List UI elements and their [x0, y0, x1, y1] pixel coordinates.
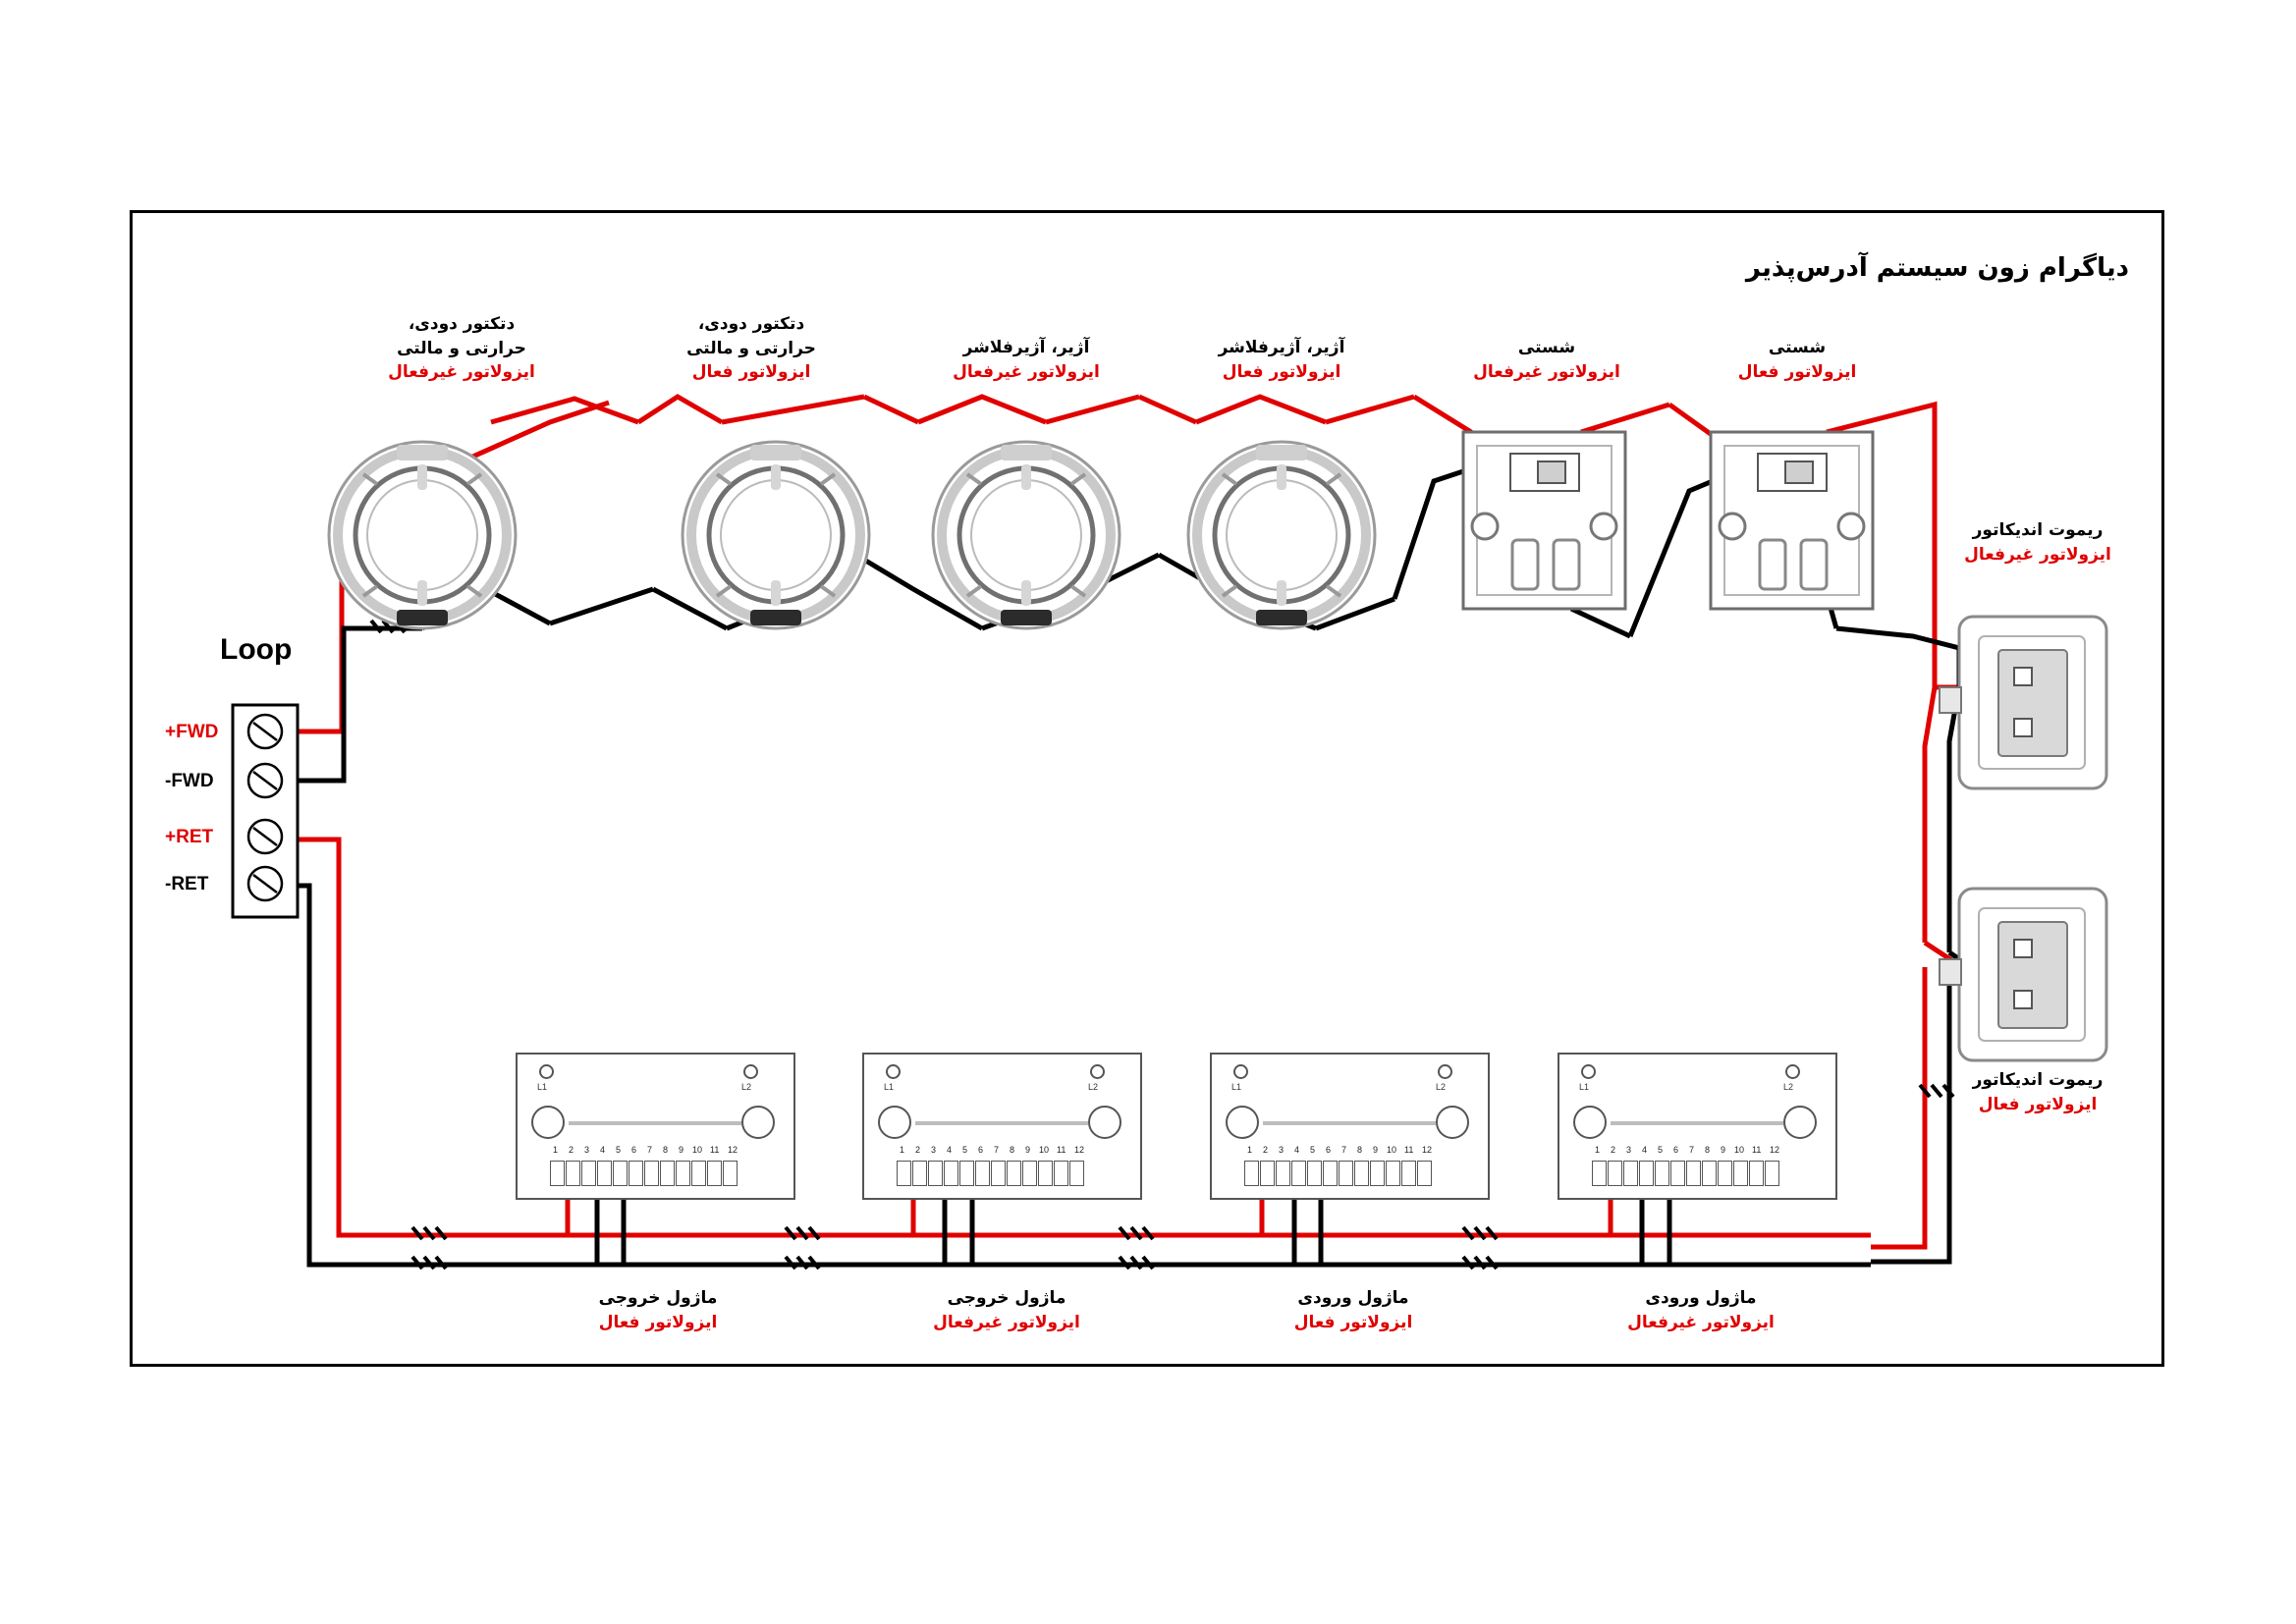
module-box-2[interactable]: L1 L2 1 2 3 4 5 6 7 8 9 10 11 12 — [862, 1053, 1142, 1200]
screw-hole-icon — [1573, 1106, 1607, 1139]
page-title: دیاگرام زون سیستم آدرس‌پذیر — [1745, 253, 2129, 283]
module-terminal-strip[interactable] — [1244, 1161, 1441, 1186]
label-detector-1: دتکتور دودی، حرارتی و مالتی ایزولاتور غیرفعال — [388, 314, 535, 383]
loop-terminal-block — [233, 705, 298, 917]
module-led-label-l2: L2 — [1783, 1082, 1794, 1092]
screw-hole-icon — [741, 1106, 775, 1139]
label-callpoint-1: شستی ایزولاتور غیرفعال — [1473, 338, 1620, 382]
module-led-label-l1: L1 — [1579, 1082, 1590, 1092]
remote-indicators — [1940, 617, 2106, 1060]
module-led-label-l2: L2 — [1436, 1082, 1447, 1092]
label-sounder-1: آژیر، آژیرفلاشر ایزولاتور غیرفعال — [953, 338, 1100, 382]
module-bar — [915, 1121, 1088, 1125]
detector-bases — [329, 442, 1375, 628]
label-remote-indicator-1: ریموت اندیکاتور ایزولاتور غیرفعال — [1964, 520, 2111, 565]
led-icon — [1785, 1064, 1800, 1079]
module-bar — [1611, 1121, 1783, 1125]
terminal-label-fwd-plus: FWD+ — [165, 722, 219, 742]
module-bar — [1263, 1121, 1436, 1125]
screw-hole-icon — [1226, 1106, 1259, 1139]
led-icon — [1438, 1064, 1452, 1079]
loop-title: Loop — [220, 633, 293, 666]
label-sounder-2: آژیر، آژیرفلاشر ایزولاتور فعال — [1218, 338, 1345, 382]
module-led-label-l1: L1 — [537, 1082, 548, 1092]
terminal-label-fwd-minus: FWD- — [165, 771, 214, 791]
module-led-label-l1: L1 — [884, 1082, 895, 1092]
terminal-label-ret-plus: RET+ — [165, 827, 214, 847]
label-module-2: ماژول خروجی ایزولاتور غیرفعال — [933, 1288, 1080, 1332]
screw-hole-icon — [531, 1106, 565, 1139]
led-icon — [539, 1064, 554, 1079]
label-detector-2: دتکتور دودی، حرارتی و مالتی ایزولاتور فعال — [686, 314, 816, 383]
module-led-label-l2: L2 — [1088, 1082, 1099, 1092]
label-module-4: ماژول ورودی ایزولاتور غیرفعال — [1627, 1288, 1775, 1332]
screw-hole-icon — [878, 1106, 911, 1139]
module-led-label-l2: L2 — [741, 1082, 752, 1092]
screw-hole-icon — [1088, 1106, 1121, 1139]
label-callpoint-2: شستی ایزولاتور فعال — [1737, 338, 1857, 382]
screw-hole-icon — [1436, 1106, 1469, 1139]
module-bar — [569, 1121, 741, 1125]
module-box-3[interactable]: L1 L2 1 2 3 4 5 6 7 8 9 10 11 12 — [1210, 1053, 1490, 1200]
led-icon — [1233, 1064, 1248, 1079]
led-icon — [1581, 1064, 1596, 1079]
module-box-1[interactable]: L1 L2 1 2 3 4 5 6 7 8 9 10 11 12 — [516, 1053, 795, 1200]
label-module-3: ماژول ورودی ایزولاتور فعال — [1293, 1288, 1413, 1332]
terminal-label-ret-minus: RET- — [165, 874, 209, 894]
manual-call-points — [1463, 432, 1873, 609]
module-led-label-l1: L1 — [1231, 1082, 1242, 1092]
led-icon — [743, 1064, 758, 1079]
led-icon — [886, 1064, 901, 1079]
label-remote-indicator-2: ریموت اندیکاتور ایزولاتور فعال — [1972, 1070, 2104, 1114]
screw-hole-icon — [1783, 1106, 1817, 1139]
module-box-4[interactable]: L1 L2 1 2 3 4 5 6 7 8 9 10 11 12 — [1558, 1053, 1837, 1200]
module-terminal-strip[interactable] — [550, 1161, 746, 1186]
module-terminal-strip[interactable] — [897, 1161, 1093, 1186]
label-module-1: ماژول خروجی ایزولاتور فعال — [598, 1288, 718, 1332]
module-terminal-strip[interactable] — [1592, 1161, 1788, 1186]
led-icon — [1090, 1064, 1105, 1079]
